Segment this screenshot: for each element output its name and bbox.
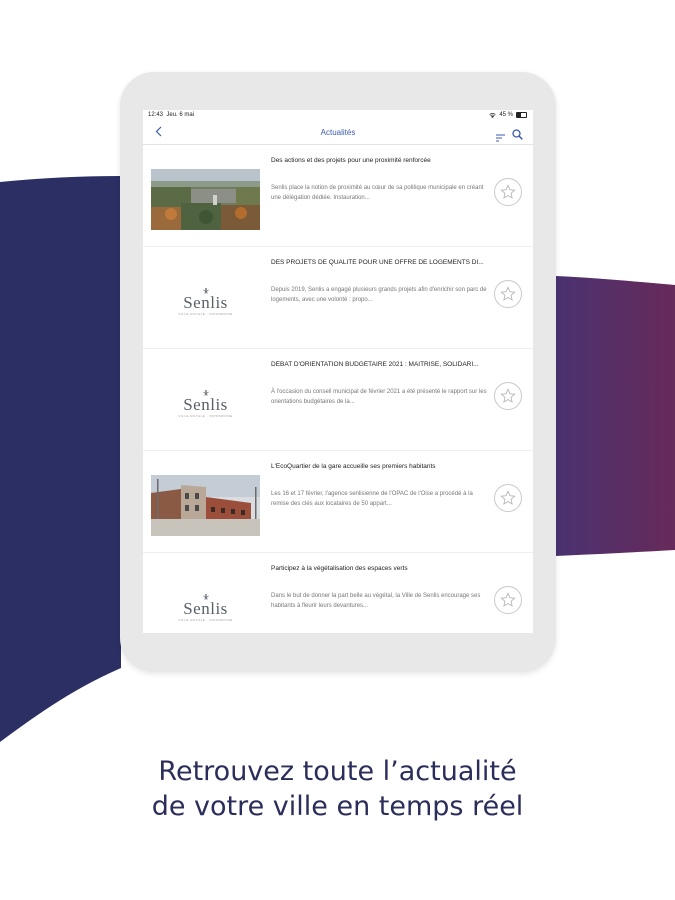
star-icon (500, 184, 516, 200)
article-excerpt: Dans le but de donner la part belle au végétal, la Ville de Senlis encourage ses habitants à fleurir leurs devantures... (271, 593, 481, 609)
purple-band (556, 276, 675, 556)
article-title: DES PROJETS DE QUALITÉ POUR UNE OFFRE DE LOGEMENTS DI... (271, 259, 484, 266)
star-icon (500, 286, 516, 302)
status-bar (143, 110, 533, 122)
logo-wordmark: Senlis (183, 394, 228, 414)
news-item[interactable] (143, 553, 533, 633)
promo-tagline (0, 754, 675, 824)
article-thumbnail (151, 475, 260, 536)
star-icon (500, 388, 516, 404)
article-title: Participez à la végétalisation des espaces verts (271, 565, 408, 572)
senlis-logo (151, 373, 260, 434)
tagline-line-1: Retrouvez toute l’actualité (158, 756, 517, 787)
app-screen (143, 110, 533, 633)
article-title: L'ÉcoQuartier de la gare accueille ses premiers habitants (271, 463, 436, 470)
article-excerpt: À l'occasion du conseil municipal de février 2021 a été présenté le rapport sur les orientations budgétaires de la... (271, 389, 487, 405)
tagline-line-2: de votre ville en temps réel (151, 791, 524, 822)
news-item[interactable] (143, 247, 533, 349)
nav-bar (143, 122, 533, 145)
battery-percent: 45 % (499, 112, 513, 118)
senlis-logo (151, 271, 260, 332)
logo-wordmark: Senlis (183, 598, 228, 618)
logo-wordmark: Senlis (183, 292, 228, 312)
status-time: 12:43 (148, 112, 164, 118)
filter-icon (496, 134, 505, 142)
favorite-button[interactable] (494, 178, 522, 206)
page-title: Actualités (320, 128, 356, 137)
star-icon (500, 490, 516, 506)
news-item[interactable] (143, 451, 533, 553)
status-date: Jeu. 6 mai (166, 112, 195, 118)
favorite-button[interactable] (494, 280, 522, 308)
news-item[interactable] (143, 145, 533, 247)
favorite-button[interactable] (494, 586, 522, 614)
aerial-photo (151, 169, 260, 230)
search-icon (512, 129, 523, 140)
logo-subtitle: VILLE ROYALE · PATRIMOINE (178, 311, 233, 316)
favorite-button[interactable] (494, 484, 522, 512)
article-excerpt: Les 16 et 17 février, l'agence senlisienne de l'OPAC de l'Oise a procédé à la remise des clés aux locataires de 50 appart... (271, 491, 473, 507)
news-list (143, 145, 533, 633)
wifi-icon (489, 113, 496, 118)
logo-subtitle: VILLE ROYALE · PATRIMOINE (178, 617, 233, 622)
navy-band (0, 176, 121, 742)
search-button[interactable] (512, 127, 523, 145)
logo-subtitle: VILLE ROYALE · PATRIMOINE (178, 413, 233, 418)
battery-icon (516, 112, 527, 118)
building-photo (151, 475, 260, 536)
article-title: Des actions et des projets pour une proximité renforcée (271, 157, 431, 164)
article-title: DÉBAT D'ORIENTATION BUDGÉTAIRE 2021 : MAITRISE, SOLIDARI... (271, 361, 479, 368)
senlis-logo (151, 577, 260, 633)
star-icon (500, 592, 516, 608)
news-item[interactable] (143, 349, 533, 451)
favorite-button[interactable] (494, 382, 522, 410)
article-thumbnail (151, 169, 260, 230)
article-excerpt: Senlis place la notion de proximité au cœur de sa politique municipale en créant une délégation dédiée. Instauration... (271, 185, 484, 201)
article-excerpt: Depuis 2019, Senlis a engagé plusieurs grands projets afin d'enrichir son parc de logements, avec une volonté : propo... (271, 287, 487, 303)
